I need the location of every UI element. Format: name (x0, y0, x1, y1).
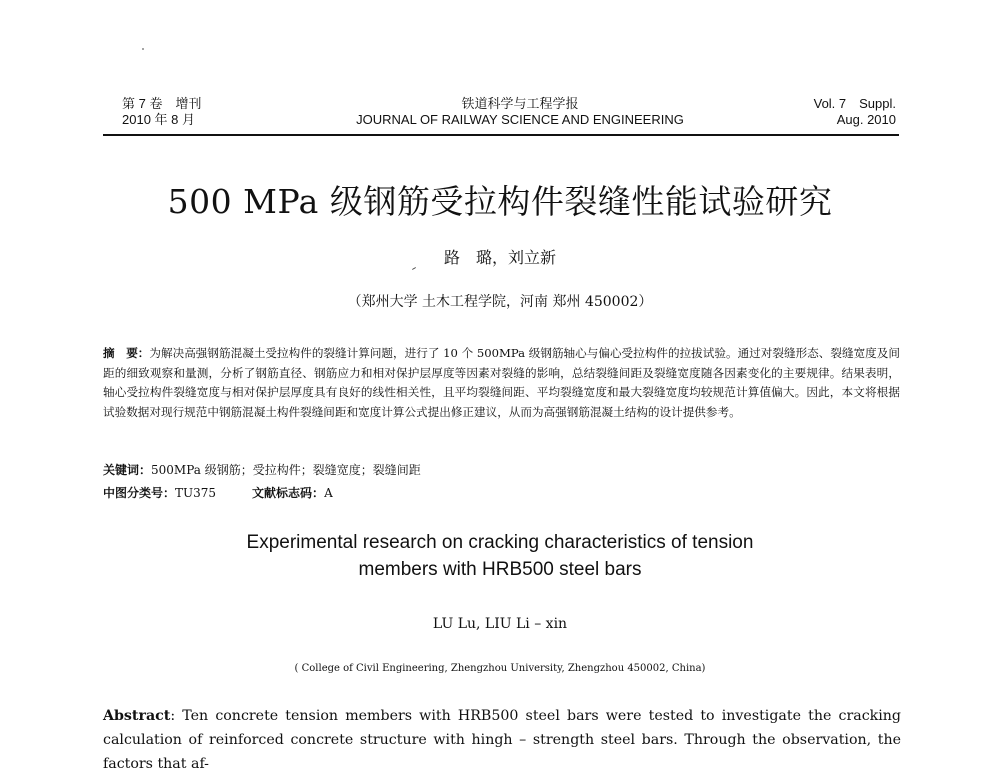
clc-label: 中图分类号： (103, 486, 176, 500)
document-code (252, 486, 333, 500)
abstract-cn-label: 摘 要： (103, 346, 150, 360)
header-volume-info (122, 96, 242, 128)
header-vol-en: Vol. 7 Suppl. (813, 96, 896, 111)
clc-value: TU375 (175, 486, 217, 500)
doc-code-label: 文献标志码： (252, 486, 325, 500)
affiliation-en: ( College of Civil Engineering, Zhengzhou University, Zhengzhou 450002, China) (294, 663, 706, 674)
header-rule (103, 134, 899, 136)
doc-code-value: A (324, 486, 333, 500)
keywords-cn-text: 500MPa 级钢筋；受拉构件；裂缝宽度；裂缝间距 (151, 463, 421, 477)
title-en-line-2: members with HRB500 steel bars (358, 559, 642, 580)
keywords-cn (103, 461, 900, 479)
authors-cn: 路 璐，刘立新 (443, 248, 556, 267)
clc-number (103, 486, 216, 500)
abstract-cn-text: 为解决高强钢筋混凝土受拉构件的裂缝计算问题，进行了 10 个 500MPa 级钢筋轴心与偏心受拉构件的拉拔试验。通过对裂缝形态、裂缝宽度及间距的细致观察和量测，分析了钢筋直径、钢筋应力和相对保护层厚度等因素对裂缝的影响，总结裂缝间距及裂缝宽度随各因素变化的主要规律。结果表明，轴心受拉构件裂缝宽度与相对保护层厚度具有良好的线性相关性，且平均裂缝间距、平均裂缝宽度和最大裂缝宽度均较规范计算值偏大。因此，本文将根据试验数据对现行规范中钢筋混凝土构件裂缝间距和宽度计算公式提出修正建议，从而为高强钢筋混凝土结构的设计提供参考。 (103, 346, 900, 419)
header-date-en: Aug. 2010 (836, 112, 896, 127)
journal-name-cn: 铁道科学与工程学报 (461, 96, 579, 111)
authors-en: LU Lu, LIU Li – xin (432, 616, 568, 632)
keywords-cn-label: 关键词： (103, 463, 152, 477)
paper-title-cn: 500 MPa 级钢筋受拉构件裂缝性能试验研究 (167, 182, 833, 221)
journal-name-en: JOURNAL OF RAILWAY SCIENCE AND ENGINEERING (356, 112, 684, 127)
abstract-en-label: Abstract (103, 708, 171, 724)
header-volume: 第 7 卷 增刊 (122, 96, 202, 111)
paper-title-en (180, 529, 820, 583)
scan-speck (142, 48, 144, 50)
abstract-cn (103, 344, 900, 422)
abstract-en-text: : Ten concrete tension members with HRB500 steel bars were tested to investigate the cracking calculation of reinforced concrete structure with hingh – strength steel bars. Through the observation, the factors that af- (103, 708, 901, 772)
header-journal (300, 96, 740, 128)
header-volume-en (760, 96, 896, 128)
abstract-en (103, 704, 901, 776)
title-en-line-1: Experimental research on cracking characteristics of tension (246, 532, 754, 553)
affiliation-cn: （郑州大学 土木工程学院，河南 郑州 450002） (347, 294, 653, 310)
classification-row (103, 484, 900, 502)
header-date-cn: 2010 年 8 月 (122, 112, 195, 127)
